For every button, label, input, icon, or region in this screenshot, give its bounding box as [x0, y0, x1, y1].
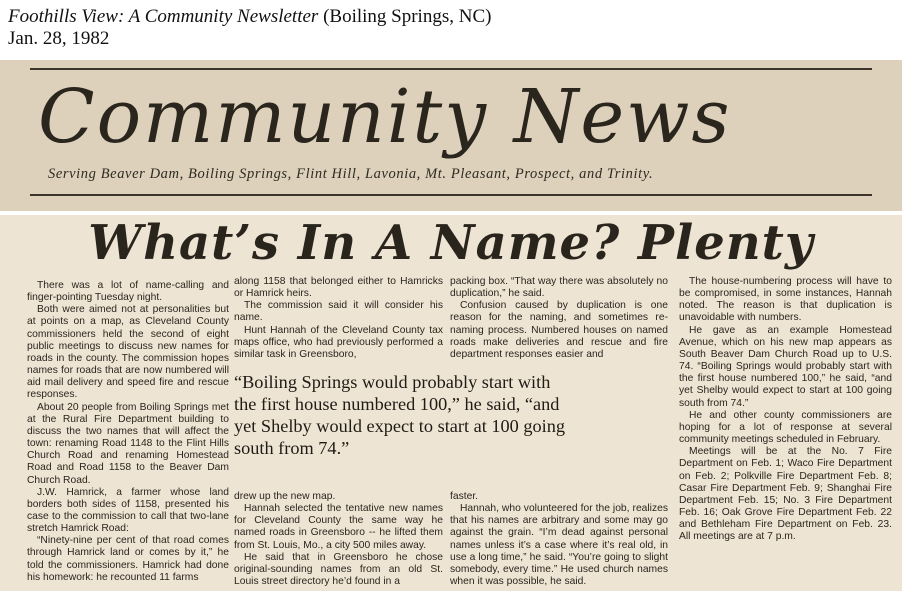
article-column-1: [27, 280, 229, 584]
article-headline: What’s In A Name? Plenty: [88, 215, 814, 271]
masthead-bottom-rule: [30, 194, 872, 196]
masthead-subtitle: Serving Beaver Dam, Boiling Springs, Flint Hill, Lavonia, Mt. Pleasant, Prospect, and Trinity.: [48, 166, 654, 182]
paragraph: The house-numbering process will have to be compromised, in some instances, Hannah noted. The reason is that duplication is unavoidable with numbers.: [679, 276, 892, 324]
article-column-4: [679, 276, 892, 543]
article-column-2-bottom: [234, 491, 443, 588]
masthead-title: Community News: [38, 74, 732, 160]
paragraph: “Ninety-nine per cent of that road comes through Hamrick land or comes by it,” he told the commissioners. Hamrick had done his homework: he recounted 11 farms: [27, 535, 229, 583]
pull-quote-line: south from 74.”: [234, 438, 350, 458]
newspaper-masthead: [0, 60, 902, 211]
paragraph: J.W. Hamrick, a farmer whose land borders both sides of 1158, presented his case to the commission to call that two-lane stretch Hamrick Road:: [27, 486, 229, 535]
paragraph: There was a lot of name-calling and finger-pointing Tuesday night.: [27, 280, 229, 304]
paragraph: Hannah, who volunteered for the job, realizes that his names are arbitrary and some may go against the grain. “I’m dead against personal names unless it’s a case where it’s real old, in use a long time,” he said. “You’re going to slight somebody, every time.” He used church names when it was possible, he said.: [450, 503, 668, 588]
article-clipping: [0, 215, 902, 591]
paragraph: He said that in Greensboro he chose original-sounding names from an old St. Louis street directory he’d found in a: [234, 551, 443, 588]
paragraph: faster.: [450, 491, 479, 502]
paragraph: He gave as an example Homestead Avenue, which on his new map appears as South Beaver Dam Church Road up to U.S. 74. “Boiling Springs would probably start with the first house numbered 100,” he said, “and yet Shelby would expect to start at 100 going south from 74.”: [679, 324, 892, 409]
masthead-top-rule: [30, 68, 872, 70]
paragraph: He and other county commissioners are hoping for a lot of response at several community meetings scheduled in February.: [679, 409, 892, 446]
article-pull-quote: [234, 371, 672, 459]
pull-quote-line: the first house numbered 100,” he said, “and: [234, 394, 560, 414]
pull-quote-line: “Boiling Springs would probably start with: [234, 372, 551, 392]
article-column-3-bottom: [450, 491, 668, 588]
paragraph: along 1158 that belonged either to Hamricks or Hamrick heirs.: [234, 276, 443, 300]
publication-place: (Boiling Springs, NC): [323, 6, 492, 27]
paragraph: packing box. “That way there was absolutely no duplication,” he said.: [450, 276, 668, 300]
paragraph: Hunt Hannah of the Cleveland County tax maps office, who had previously performed a similar task in Greensboro,: [234, 324, 443, 360]
paragraph: Confusion caused by duplication is one reason for the naming, and sometimes re-naming process. Numbered houses on named roads make deliveries and rescue and fire department responses easier and: [450, 300, 668, 360]
paragraph: Both were aimed not at personalities but at points on a map, as Cleveland County commissioners held the second of eight public meetings to discuss new names for roads in the county. The commission hopes names for roads that are now numbered will aid mail delivery and speed fire and rescue responses.: [27, 304, 229, 401]
caption-title-line: [8, 6, 902, 28]
paragraph: Hannah selected the tentative new names for Cleveland County the same way he named roads in Greensboro -- he lifted them from St. Louis, Mo., a city 500 miles away.: [234, 503, 443, 551]
paragraph: drew up the new map.: [234, 491, 336, 502]
publication-date: Jan. 28, 1982: [8, 28, 110, 49]
article-column-2-top: [234, 276, 443, 361]
paragraph: The commission said it will consider his name.: [234, 300, 443, 324]
pull-quote-line: yet Shelby would expect to start at 100 going: [234, 416, 566, 436]
paragraph: Meetings will be at the No. 7 Fire Department on Feb. 1; Waco Fire Department on Feb. 2; Polkville Fire Department Feb. 8; Casar Fire Department Feb. 9; Shanghai Fire Department Feb. 15; No. 3 Fire Department Feb. 16; Oak Grove Fire Department Feb. 22 and Bethleham Fire Department on Feb. 23. All meetings are at 7 p.m.: [679, 446, 892, 543]
publication-name: Foothills View: A Community Newsletter: [8, 6, 319, 27]
paragraph: About 20 people from Boiling Springs met at the Rural Fire Department building to discuss the two names that will affect the town: renaming Road 1148 to the Flint Hills Church Road and renaming Homestead Road and Road 1158 to the Beaver Dam Church Road.: [27, 401, 229, 486]
article-column-3-top: [450, 276, 668, 361]
